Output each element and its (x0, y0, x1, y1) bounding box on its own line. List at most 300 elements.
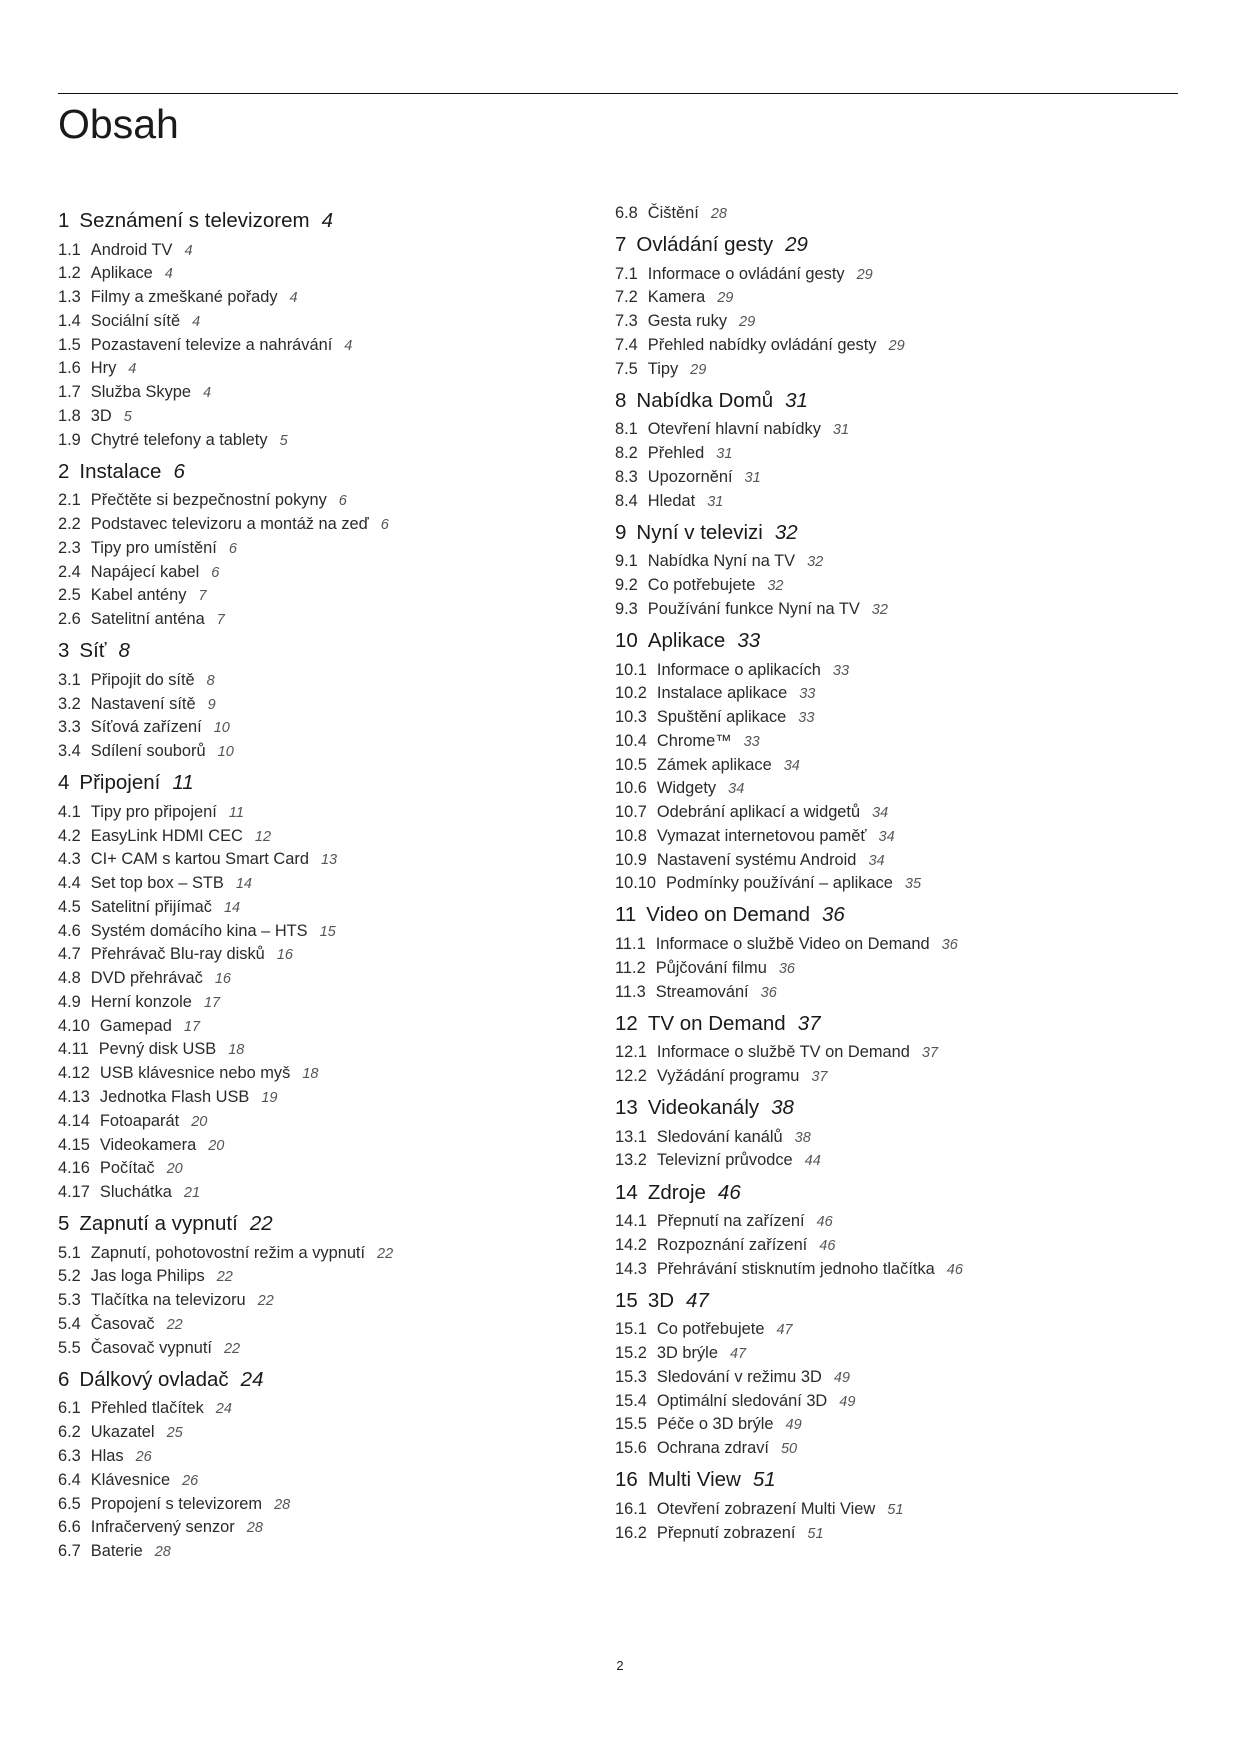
entry-title: Ochrana zdraví (656, 1439, 769, 1458)
toc-entry[interactable] (615, 1437, 1155, 1461)
entry-number: 4.14 (58, 1111, 90, 1130)
entry-page: 34 (728, 781, 745, 798)
chapter-title: Síť (79, 639, 107, 663)
entry-page: 14 (235, 876, 252, 893)
chapter-heading[interactable] (58, 637, 598, 665)
entry-page: 6 (380, 517, 389, 534)
entry-page: 4 (289, 290, 298, 307)
header-rule (58, 93, 1178, 94)
toc-chapter (58, 207, 598, 452)
toc-entry[interactable] (58, 1445, 598, 1469)
toc-entry[interactable] (58, 920, 598, 944)
toc-entry[interactable] (615, 1413, 1155, 1437)
entry-title: Jednotka Flash USB (99, 1088, 250, 1106)
entry-title: EasyLink HDMI CEC (90, 826, 243, 845)
entry-number: 6.8 (615, 204, 638, 222)
entry-number: 4.1 (58, 802, 81, 821)
entry-page: 13 (320, 852, 338, 869)
toc-entry[interactable] (58, 357, 598, 381)
entry-number: 1.8 (58, 406, 81, 425)
chapter-number: 1 (58, 209, 70, 232)
toc-entry[interactable] (615, 730, 1155, 754)
chapter-heading[interactable] (58, 1210, 598, 1238)
chapter-title: TV on Demand (647, 1011, 786, 1035)
entry-number: 8.1 (615, 420, 638, 439)
entry-number: 4.12 (58, 1064, 90, 1083)
entry-page: 47 (776, 1322, 793, 1339)
entry-page: 29 (690, 361, 707, 378)
entry-page: 37 (811, 1069, 828, 1086)
entry-title: Přehrávání stisknutím jednoho tlačítka (656, 1259, 935, 1278)
entry-number: 10.1 (615, 660, 647, 679)
entry-number: 1.2 (58, 264, 81, 283)
entry-title: Časovač vypnutí (90, 1338, 212, 1357)
toc-entry[interactable] (58, 239, 598, 263)
toc-entry[interactable] (58, 1157, 598, 1181)
toc-chapter (615, 231, 1155, 381)
entry-page: 22 (216, 1269, 233, 1286)
chapter-title: Dálkový ovladač (79, 1367, 229, 1391)
toc-entry[interactable] (58, 1181, 598, 1205)
entry-page: 31 (716, 446, 733, 463)
entry-title: Připojit do sítě (90, 670, 195, 689)
entry-number: 6.6 (58, 1518, 81, 1537)
entry-number: 3.2 (58, 694, 81, 713)
entry-title: Optimální sledování 3D (656, 1391, 828, 1410)
entry-page: 46 (816, 1214, 833, 1231)
toc-entry[interactable] (58, 1313, 598, 1337)
entry-title: Herní konzole (90, 992, 192, 1011)
entry-number: 7.3 (615, 312, 638, 331)
toc-chapter (58, 637, 598, 764)
toc-entry[interactable] (58, 334, 598, 358)
toc-entry[interactable] (615, 1390, 1155, 1414)
chapter-heading[interactable] (615, 231, 1155, 259)
entry-number: 13.2 (615, 1151, 647, 1170)
entry-title: USB klávesnice nebo myš (99, 1064, 291, 1083)
entry-page: 16 (276, 947, 293, 964)
toc-entry[interactable] (58, 1086, 598, 1110)
toc-entry[interactable] (58, 405, 598, 429)
entry-number: 14.2 (615, 1235, 647, 1254)
toc-entry[interactable] (615, 957, 1155, 981)
toc-entry[interactable] (615, 1366, 1155, 1390)
entry-title: DVD přehrávač (90, 969, 203, 988)
toc-entry[interactable] (58, 513, 598, 537)
entry-page: 4 (128, 361, 137, 378)
chapter-heading[interactable] (58, 458, 598, 486)
toc-entry[interactable] (615, 1041, 1155, 1065)
entry-page: 47 (729, 1346, 747, 1363)
entry-title: Kabel antény (90, 586, 187, 605)
entry-number: 16.2 (615, 1523, 647, 1542)
toc-entry[interactable] (615, 1126, 1155, 1150)
entry-number: 4.17 (58, 1183, 90, 1202)
toc-entry[interactable] (615, 933, 1155, 957)
toc-entry[interactable] (58, 991, 598, 1015)
toc-entry[interactable] (615, 550, 1155, 574)
chapter-title: Multi View (647, 1468, 741, 1492)
entry-page: 4 (192, 313, 201, 330)
entry-number: 9.2 (615, 576, 638, 595)
entry-page: 29 (739, 314, 756, 331)
toc-entry[interactable] (615, 202, 1155, 226)
toc-entry[interactable] (615, 1258, 1155, 1282)
toc-entry[interactable] (58, 1038, 598, 1062)
entry-title: Klávesnice (90, 1470, 171, 1489)
entry-title: Sledování kanálů (656, 1127, 783, 1146)
entry-title: Filmy a zmeškané pořady (90, 288, 278, 307)
entry-number: 3.1 (58, 670, 81, 689)
chapter-number: 9 (615, 520, 627, 544)
toc-entry[interactable] (58, 825, 598, 849)
toc-entry[interactable] (58, 262, 598, 286)
entry-number: 5.1 (58, 1243, 81, 1262)
entry-page: 46 (819, 1237, 836, 1254)
entry-number: 1.7 (58, 383, 81, 402)
toc-entry[interactable] (615, 466, 1155, 490)
entry-number: 5.5 (58, 1338, 81, 1357)
toc-entry[interactable] (615, 1342, 1155, 1366)
entry-number: 10.10 (615, 874, 657, 893)
entry-page: 10 (217, 744, 234, 761)
entry-title: Sledování v režimu 3D (656, 1367, 822, 1386)
toc-entry[interactable] (58, 429, 598, 453)
entry-number: 1.5 (58, 335, 81, 354)
entry-title: Vymazat internetovou paměť (656, 826, 867, 845)
toc-entry[interactable] (58, 561, 598, 585)
entry-page: 5 (279, 432, 288, 449)
entry-page: 29 (717, 290, 734, 307)
chapter-heading[interactable] (615, 1094, 1155, 1122)
entry-page: 4 (164, 266, 173, 283)
entry-number: 15.3 (615, 1367, 647, 1386)
toc-entry[interactable] (615, 872, 1155, 896)
entry-title: Přečtěte si bezpečnostní pokyny (90, 491, 327, 510)
toc-entry[interactable] (58, 669, 598, 693)
entry-title: Časovač (90, 1315, 155, 1334)
toc-entry[interactable] (58, 693, 598, 717)
entry-title: Otevření zobrazení Multi View (656, 1499, 876, 1518)
entry-page: 51 (887, 1501, 904, 1518)
entry-page: 35 (904, 876, 922, 893)
entry-number: 8.3 (615, 467, 638, 486)
toc-chapter (615, 901, 1155, 1004)
chapter-number: 10 (615, 628, 638, 652)
entry-number: 4.11 (58, 1040, 89, 1059)
entry-number: 14.3 (615, 1259, 647, 1278)
entry-title: Síťová zařízení (90, 718, 202, 737)
toc-entry[interactable] (58, 740, 598, 764)
toc-entry[interactable] (58, 286, 598, 310)
entry-page: 34 (872, 805, 889, 822)
toc-entry[interactable] (58, 1134, 598, 1158)
chapter-page: 36 (822, 903, 845, 927)
entry-title: Čištění (647, 204, 699, 222)
toc-entry[interactable] (58, 1493, 598, 1517)
entry-page: 15 (319, 923, 336, 940)
entry-page: 7 (198, 588, 207, 605)
entry-page: 11 (228, 804, 244, 821)
entry-page: 32 (871, 601, 888, 618)
entry-number: 4.15 (58, 1135, 90, 1154)
toc-entry[interactable] (615, 801, 1155, 825)
toc-entry[interactable] (58, 1062, 598, 1086)
toc-entry[interactable] (58, 310, 598, 334)
chapter-page: 11 (172, 771, 194, 795)
toc-entry[interactable] (615, 754, 1155, 778)
toc-chapter (615, 519, 1155, 622)
entry-title: Přehled tlačítek (90, 1399, 204, 1418)
entry-title: Přepnutí zobrazení (656, 1523, 796, 1542)
entry-number: 4.8 (58, 969, 81, 988)
entry-page: 10 (213, 720, 230, 737)
toc-entry[interactable] (58, 1242, 598, 1266)
chapter-heading[interactable] (615, 901, 1155, 929)
entry-number: 10.3 (615, 708, 647, 727)
toc-entry[interactable] (615, 849, 1155, 873)
chapter-heading[interactable] (615, 1179, 1155, 1207)
entry-title: Gesta ruky (647, 312, 728, 331)
entry-number: 3.3 (58, 718, 81, 737)
toc-entry[interactable] (615, 286, 1155, 310)
entry-title: Hlas (90, 1446, 124, 1465)
toc-entry[interactable] (58, 1015, 598, 1039)
toc-entry[interactable] (58, 1540, 598, 1564)
entry-title: Přepnutí na zařízení (656, 1212, 805, 1231)
toc-entry[interactable] (58, 848, 598, 872)
toc-chapter (58, 769, 598, 1205)
entry-number: 10.9 (615, 850, 647, 869)
toc-entry[interactable] (615, 682, 1155, 706)
chapter-page: 51 (752, 1468, 776, 1492)
entry-title: Podmínky používání – aplikace (666, 874, 893, 893)
entry-page: 6 (211, 564, 220, 581)
entry-page: 22 (377, 1245, 394, 1262)
chapter-page: 31 (785, 388, 808, 412)
toc-entry[interactable] (615, 310, 1155, 334)
toc-entry[interactable] (58, 1337, 598, 1361)
toc-entry[interactable] (58, 872, 598, 896)
entry-title: Widgety (656, 779, 717, 798)
chapter-number: 13 (615, 1096, 638, 1120)
toc-entry[interactable] (615, 777, 1155, 801)
chapter-heading[interactable] (615, 1466, 1155, 1494)
entry-page: 37 (921, 1045, 939, 1062)
entry-number: 6.3 (58, 1446, 81, 1465)
entry-title: Systém domácího kina – HTS (90, 921, 308, 940)
toc-entry[interactable] (58, 584, 598, 608)
entry-number: 2.2 (58, 515, 81, 534)
entry-title: Sdílení souborů (90, 742, 206, 761)
entry-title: Informace o službě TV on Demand (656, 1043, 910, 1062)
entry-page: 4 (184, 242, 193, 259)
entry-number: 2.1 (58, 491, 81, 510)
toc-chapter (615, 202, 1155, 226)
entry-title: Propojení s televizorem (90, 1494, 263, 1513)
entry-title: Přehled nabídky ovládání gesty (647, 335, 877, 354)
entry-page: 26 (182, 1472, 199, 1489)
chapter-title: Videokanály (647, 1096, 760, 1120)
toc-entry[interactable] (58, 1265, 598, 1289)
entry-page: 33 (832, 662, 850, 679)
entry-number: 7.4 (615, 335, 638, 354)
entry-page: 49 (785, 1417, 802, 1434)
entry-number: 4.13 (58, 1088, 90, 1106)
entry-title: Videokamera (99, 1135, 197, 1154)
entry-page: 29 (888, 337, 905, 354)
toc-entry[interactable] (615, 1498, 1155, 1522)
entry-page: 22 (166, 1317, 183, 1334)
toc-entry[interactable] (58, 716, 598, 740)
chapter-heading[interactable] (58, 207, 598, 235)
toc-entry[interactable] (615, 334, 1155, 358)
entry-number: 10.8 (615, 826, 647, 845)
entry-page: 33 (798, 710, 815, 727)
entry-page: 6 (228, 540, 237, 557)
entry-number: 4.10 (58, 1016, 90, 1035)
chapter-heading[interactable] (58, 1366, 598, 1394)
entry-number: 15.6 (615, 1439, 647, 1458)
entry-number: 1.6 (58, 359, 81, 378)
entry-number: 1.1 (58, 240, 81, 259)
toc-entry[interactable] (58, 1516, 598, 1540)
toc-entry[interactable] (58, 1397, 598, 1421)
toc-entry[interactable] (615, 706, 1155, 730)
entry-number: 3.4 (58, 742, 81, 761)
chapter-heading[interactable] (58, 769, 598, 797)
toc-entry[interactable] (615, 1149, 1155, 1173)
toc-entry[interactable] (58, 967, 598, 991)
entry-title: Hledat (647, 491, 696, 510)
toc-entry[interactable] (615, 598, 1155, 622)
entry-number: 15.2 (615, 1344, 647, 1363)
toc-entry[interactable] (615, 490, 1155, 514)
toc-entry[interactable] (615, 442, 1155, 466)
toc-entry[interactable] (615, 574, 1155, 598)
entry-page: 8 (206, 672, 215, 689)
entry-page: 26 (135, 1448, 152, 1465)
entry-page: 33 (799, 686, 816, 703)
toc-entry[interactable] (615, 1234, 1155, 1258)
entry-page: 34 (868, 852, 885, 869)
entry-number: 6.5 (58, 1494, 81, 1513)
entry-number: 2.5 (58, 586, 81, 605)
entry-number: 11.3 (615, 982, 646, 1001)
entry-number: 4.2 (58, 826, 81, 845)
entry-page: 34 (783, 757, 800, 774)
toc-chapter (615, 1287, 1155, 1461)
toc-entry[interactable] (615, 981, 1155, 1005)
toc-entry[interactable] (615, 659, 1155, 683)
entry-title: Chrome™ (656, 731, 732, 750)
toc-entry[interactable] (58, 801, 598, 825)
entry-page: 36 (760, 984, 777, 1001)
entry-number: 1.4 (58, 311, 81, 330)
toc-entry[interactable] (58, 943, 598, 967)
entry-number: 4.7 (58, 945, 81, 964)
entry-page: 18 (228, 1042, 245, 1059)
toc-entry[interactable] (58, 1421, 598, 1445)
entry-page: 6 (338, 493, 347, 510)
entry-title: Baterie (90, 1542, 143, 1561)
chapter-title: Video on Demand (646, 903, 811, 927)
entry-title: Služba Skype (90, 383, 192, 402)
toc-entry[interactable] (615, 1318, 1155, 1342)
chapter-page: 8 (118, 639, 130, 663)
entry-page: 5 (123, 408, 132, 425)
chapter-page: 4 (321, 209, 333, 232)
entry-page: 32 (767, 578, 784, 595)
entry-page: 44 (804, 1153, 821, 1170)
toc-entry[interactable] (615, 825, 1155, 849)
chapter-heading[interactable] (615, 1010, 1155, 1038)
toc-entry[interactable] (615, 263, 1155, 287)
page-number: 2 (616, 1658, 624, 1673)
entry-page: 20 (191, 1113, 208, 1130)
entry-title: Nastavení sítě (90, 694, 196, 713)
chapter-heading[interactable] (615, 627, 1155, 655)
entry-title: Informace o ovládání gesty (647, 264, 845, 283)
entry-number: 4.9 (58, 992, 81, 1011)
chapter-title: 3D (647, 1288, 675, 1312)
chapter-page: 46 (717, 1180, 741, 1204)
entry-page: 17 (203, 994, 221, 1011)
entry-number: 6.2 (58, 1423, 81, 1442)
toc-entry[interactable] (58, 1110, 598, 1134)
toc-entry[interactable] (615, 1522, 1155, 1546)
entry-title: 3D (90, 406, 112, 425)
entry-title: Satelitní přijímač (90, 897, 212, 916)
toc-chapter (58, 458, 598, 632)
chapter-page: 38 (771, 1096, 794, 1120)
chapter-heading[interactable] (615, 1287, 1155, 1315)
toc-entry[interactable] (615, 418, 1155, 442)
entry-page: 34 (878, 828, 895, 845)
entry-number: 2.3 (58, 538, 81, 557)
entry-page: 31 (707, 493, 724, 510)
toc-entry[interactable] (58, 1469, 598, 1493)
entry-page: 36 (941, 937, 958, 954)
chapter-page: 37 (797, 1011, 821, 1035)
chapter-page: 6 (173, 459, 185, 483)
entry-page: 29 (856, 266, 873, 283)
toc-left-column (58, 207, 598, 1564)
chapter-number: 6 (58, 1367, 70, 1391)
entry-title: Aplikace (90, 264, 153, 283)
toc-entry[interactable] (615, 1065, 1155, 1089)
toc-entry[interactable] (615, 358, 1155, 382)
toc-entry[interactable] (58, 608, 598, 632)
entry-title: Používání funkce Nyní na TV (647, 599, 860, 618)
toc-right-column (615, 202, 1155, 1545)
entry-title: CI+ CAM s kartou Smart Card (90, 850, 309, 869)
entry-page: 14 (223, 899, 241, 916)
toc-entry[interactable] (58, 381, 598, 405)
toc-entry[interactable] (58, 537, 598, 561)
entry-number: 7.2 (615, 288, 638, 307)
chapter-heading[interactable] (615, 519, 1155, 547)
entry-number: 16.1 (615, 1499, 647, 1518)
entry-title: Přehrávač Blu-ray disků (90, 945, 265, 964)
toc-entry[interactable] (58, 489, 598, 513)
toc-entry[interactable] (58, 896, 598, 920)
toc-entry[interactable] (58, 1289, 598, 1313)
chapter-heading[interactable] (615, 387, 1155, 415)
entry-page: 21 (183, 1185, 201, 1202)
toc-entry[interactable] (615, 1210, 1155, 1234)
entry-number: 11.2 (615, 958, 646, 977)
